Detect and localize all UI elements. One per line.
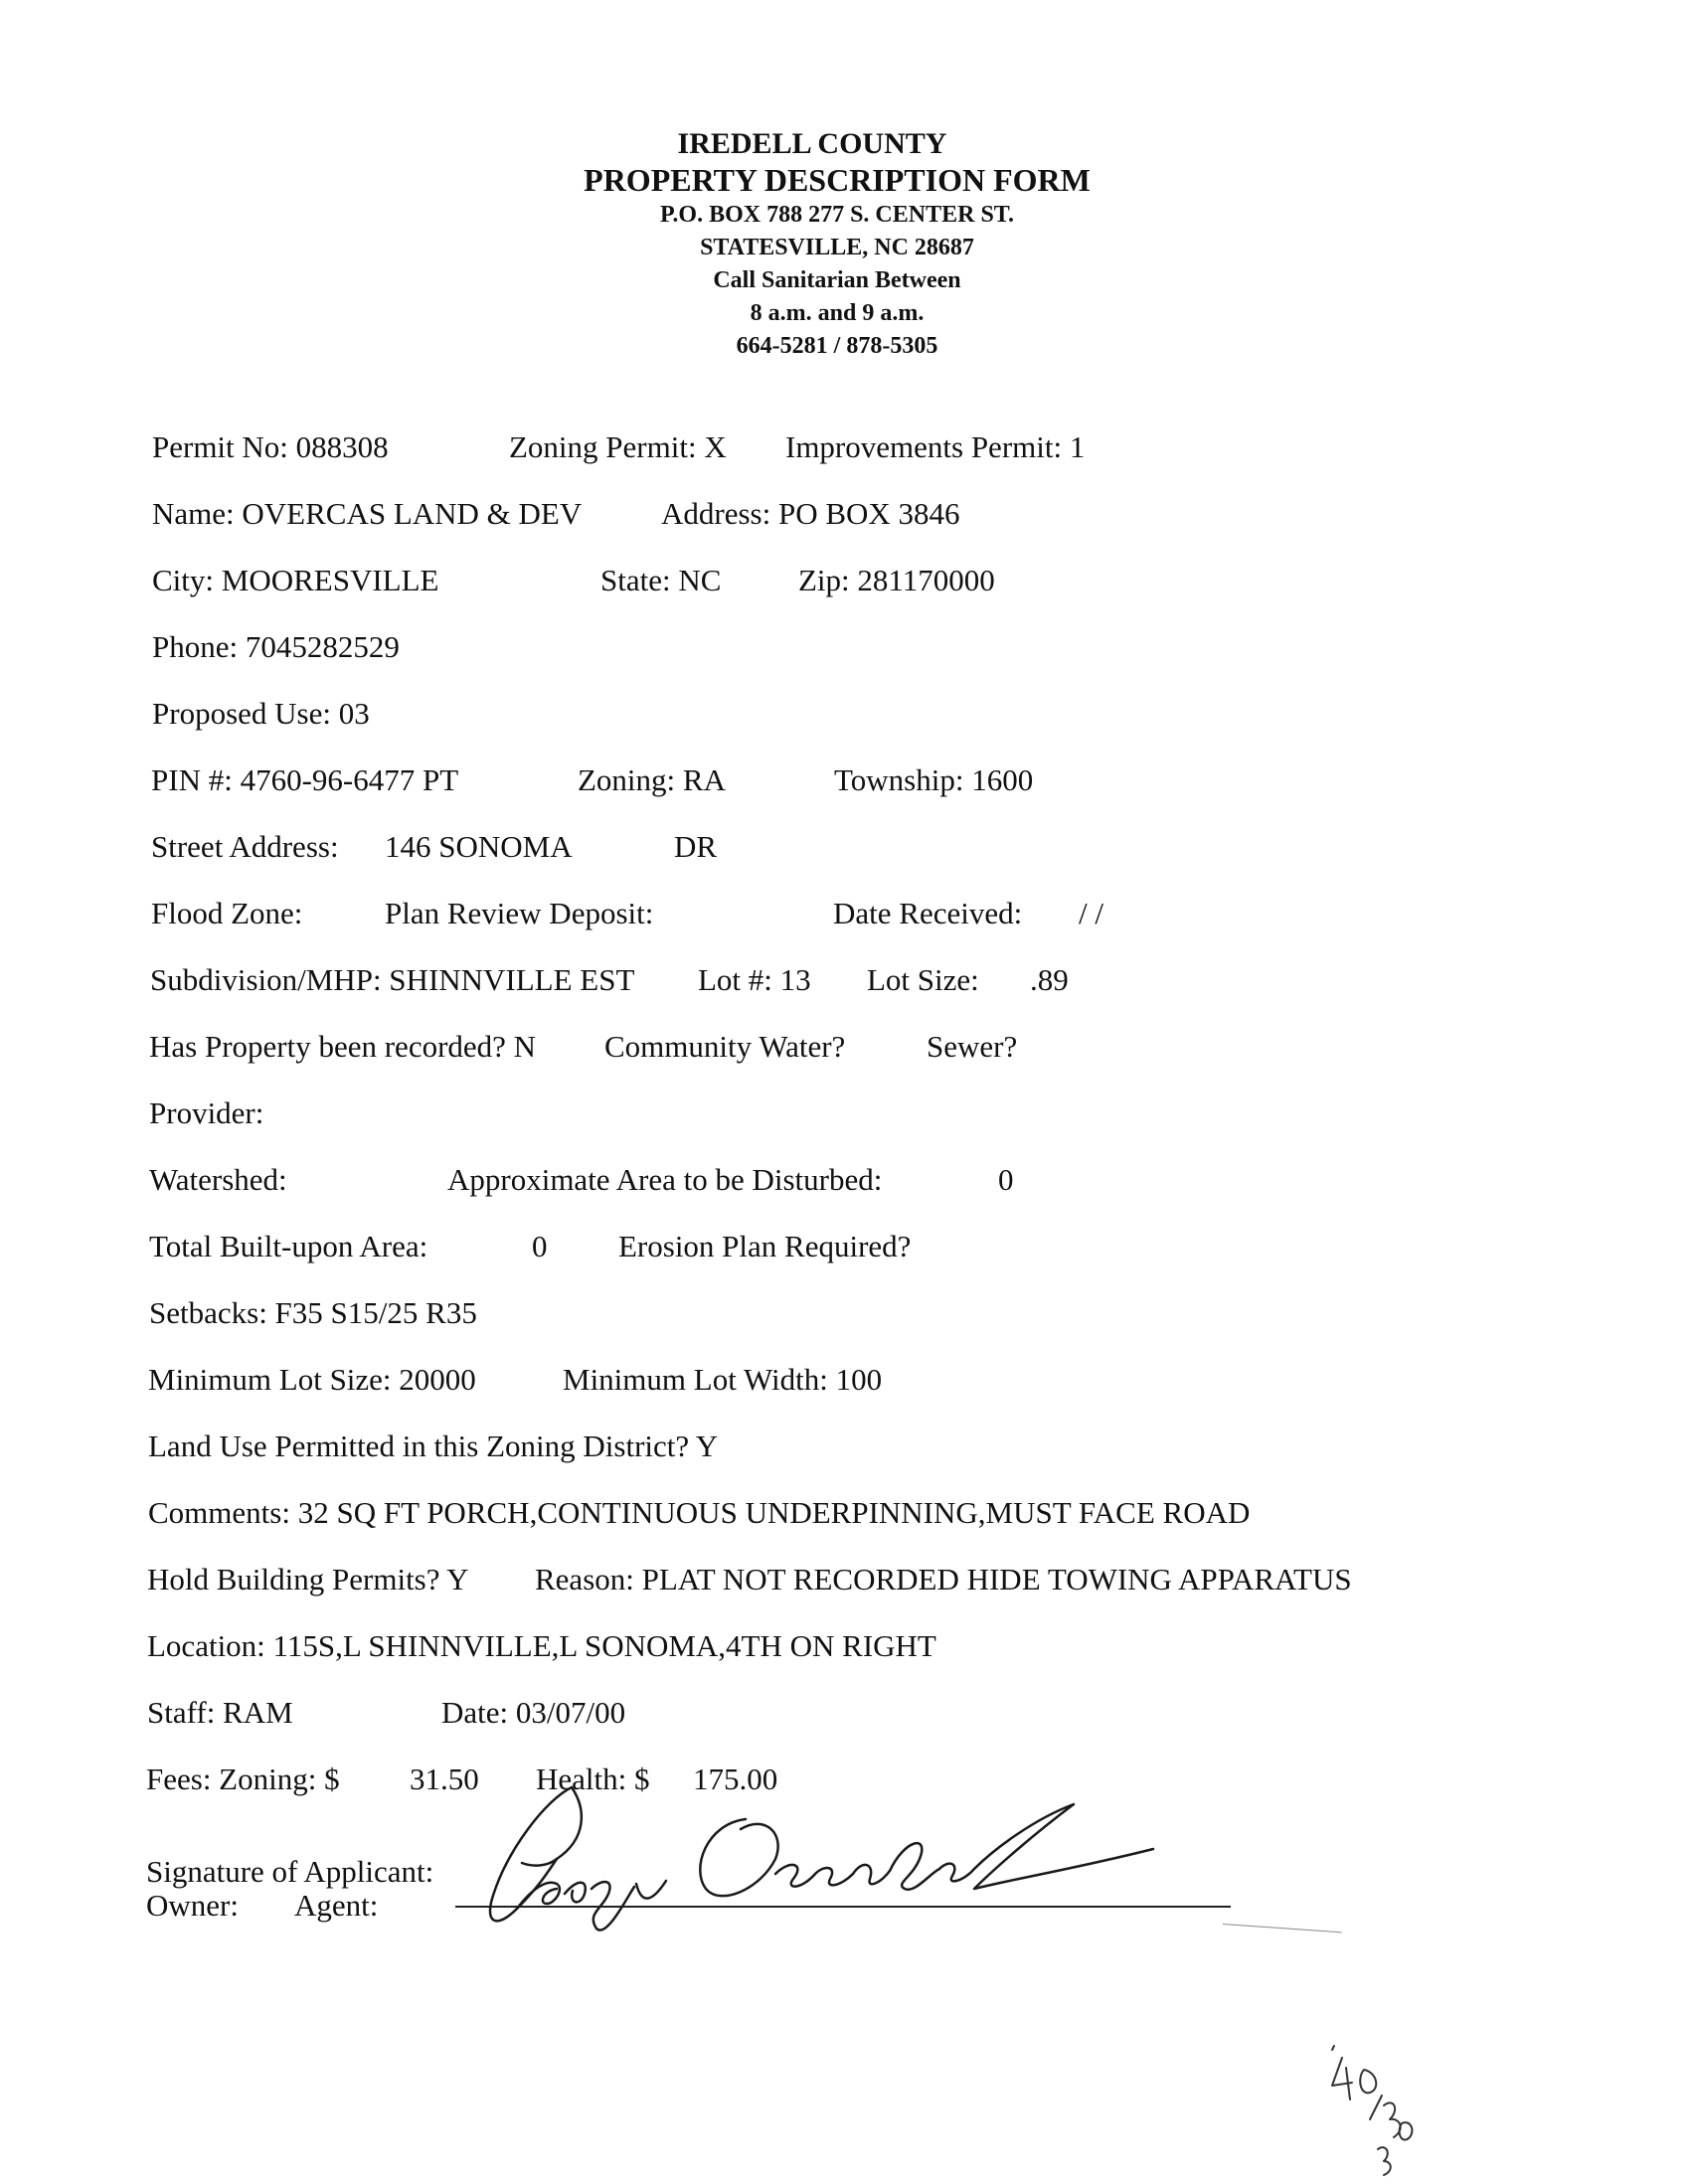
owner-label: Owner: <box>146 1888 239 1923</box>
area-disturbed-label: Approximate Area to be Disturbed: <box>447 1162 883 1197</box>
zoning-permit: Zoning Permit: X <box>509 429 727 464</box>
built-upon-value: 0 <box>532 1229 548 1263</box>
call-hours: 8 a.m. and 9 a.m. <box>750 300 925 326</box>
fees-zoning-value: 31.50 <box>410 1762 479 1796</box>
flood-zone: Flood Zone: <box>151 896 303 930</box>
applicant-state: State: NC <box>600 563 722 597</box>
date-received-value: / / <box>1079 896 1103 930</box>
community-water: Community Water? <box>604 1029 846 1064</box>
subdivision: Subdivision/MHP: SHINNVILLE EST <box>150 962 635 997</box>
applicant-city: City: MOORESVILLE <box>152 563 439 597</box>
hold-reason: Reason: PLAT NOT RECORDED HIDE TOWING APPARATUS <box>535 1562 1352 1596</box>
fees-health-value: 175.00 <box>693 1762 778 1796</box>
street-suffix: DR <box>674 829 718 864</box>
form-title: PROPERTY DESCRIPTION FORM <box>584 162 1091 198</box>
office-address-line2: STATESVILLE, NC 28687 <box>700 235 974 260</box>
location: Location: 115S,L SHINNVILLE,L SONOMA,4TH ON RIGHT <box>147 1628 936 1663</box>
sewer: Sewer? <box>927 1029 1018 1064</box>
setbacks: Setbacks: F35 S15/25 R35 <box>149 1295 477 1330</box>
applicant-name: Name: OVERCAS LAND & DEV <box>152 496 583 531</box>
fees-health-label: Health: $ <box>536 1762 650 1796</box>
applicant-zip: Zip: 281170000 <box>798 563 995 597</box>
pin-number: PIN #: 4760-96-6477 PT <box>151 762 459 797</box>
area-disturbed-value: 0 <box>998 1162 1014 1197</box>
signature-line-tail <box>1223 1924 1342 1932</box>
land-use-permitted: Land Use Permitted in this Zoning District? Y <box>148 1428 719 1463</box>
comments: Comments: 32 SQ FT PORCH,CONTINUOUS UNDERPINNING,MUST FACE ROAD <box>148 1495 1251 1530</box>
hold-building-permits: Hold Building Permits? Y <box>147 1562 469 1596</box>
provider: Provider: <box>149 1095 264 1130</box>
built-upon-label: Total Built-upon Area: <box>149 1229 428 1263</box>
office-phones: 664-5281 / 878-5305 <box>736 333 938 359</box>
street-address-label: Street Address: <box>151 829 339 864</box>
street-address-value: 146 SONOMA <box>385 829 573 864</box>
form-date: Date: 03/07/00 <box>441 1695 626 1730</box>
zoning: Zoning: RA <box>578 762 726 797</box>
office-address-line1: P.O. BOX 788 277 S. CENTER ST. <box>659 202 1015 228</box>
erosion-plan: Erosion Plan Required? <box>618 1229 912 1263</box>
fees-zoning-label: Fees: Zoning: $ <box>146 1762 340 1796</box>
county-title: IREDELL COUNTY <box>677 127 947 160</box>
signature-label: Signature of Applicant: <box>146 1854 434 1889</box>
lot-size-value: .89 <box>1030 962 1069 997</box>
proposed-use: Proposed Use: 03 <box>152 696 370 731</box>
applicant-address: Address: PO BOX 3846 <box>661 496 960 531</box>
lot-number: Lot #: 13 <box>698 962 811 997</box>
permit-number: Permit No: 088308 <box>152 429 389 464</box>
township: Township: 1600 <box>834 762 1034 797</box>
property-recorded: Has Property been recorded? N <box>149 1029 537 1064</box>
date-received: Date Received: <box>833 896 1023 930</box>
minimum-lot-size: Minimum Lot Size: 20000 <box>148 1362 476 1397</box>
minimum-lot-width: Minimum Lot Width: 100 <box>563 1362 883 1397</box>
improvements-permit: Improvements Permit: 1 <box>785 429 1086 464</box>
plan-review-deposit: Plan Review Deposit: <box>385 896 654 930</box>
watershed: Watershed: <box>149 1162 287 1197</box>
agent-label: Agent: <box>294 1888 379 1923</box>
lot-size-label: Lot Size: <box>867 962 979 997</box>
call-note: Call Sanitarian Between <box>713 267 961 293</box>
handwritten-margin-note <box>1322 2038 1451 2177</box>
form-header <box>0 127 1694 363</box>
applicant-phone: Phone: 7045282529 <box>152 629 400 664</box>
staff: Staff: RAM <box>147 1695 293 1730</box>
applicant-signature <box>477 1779 1193 1948</box>
